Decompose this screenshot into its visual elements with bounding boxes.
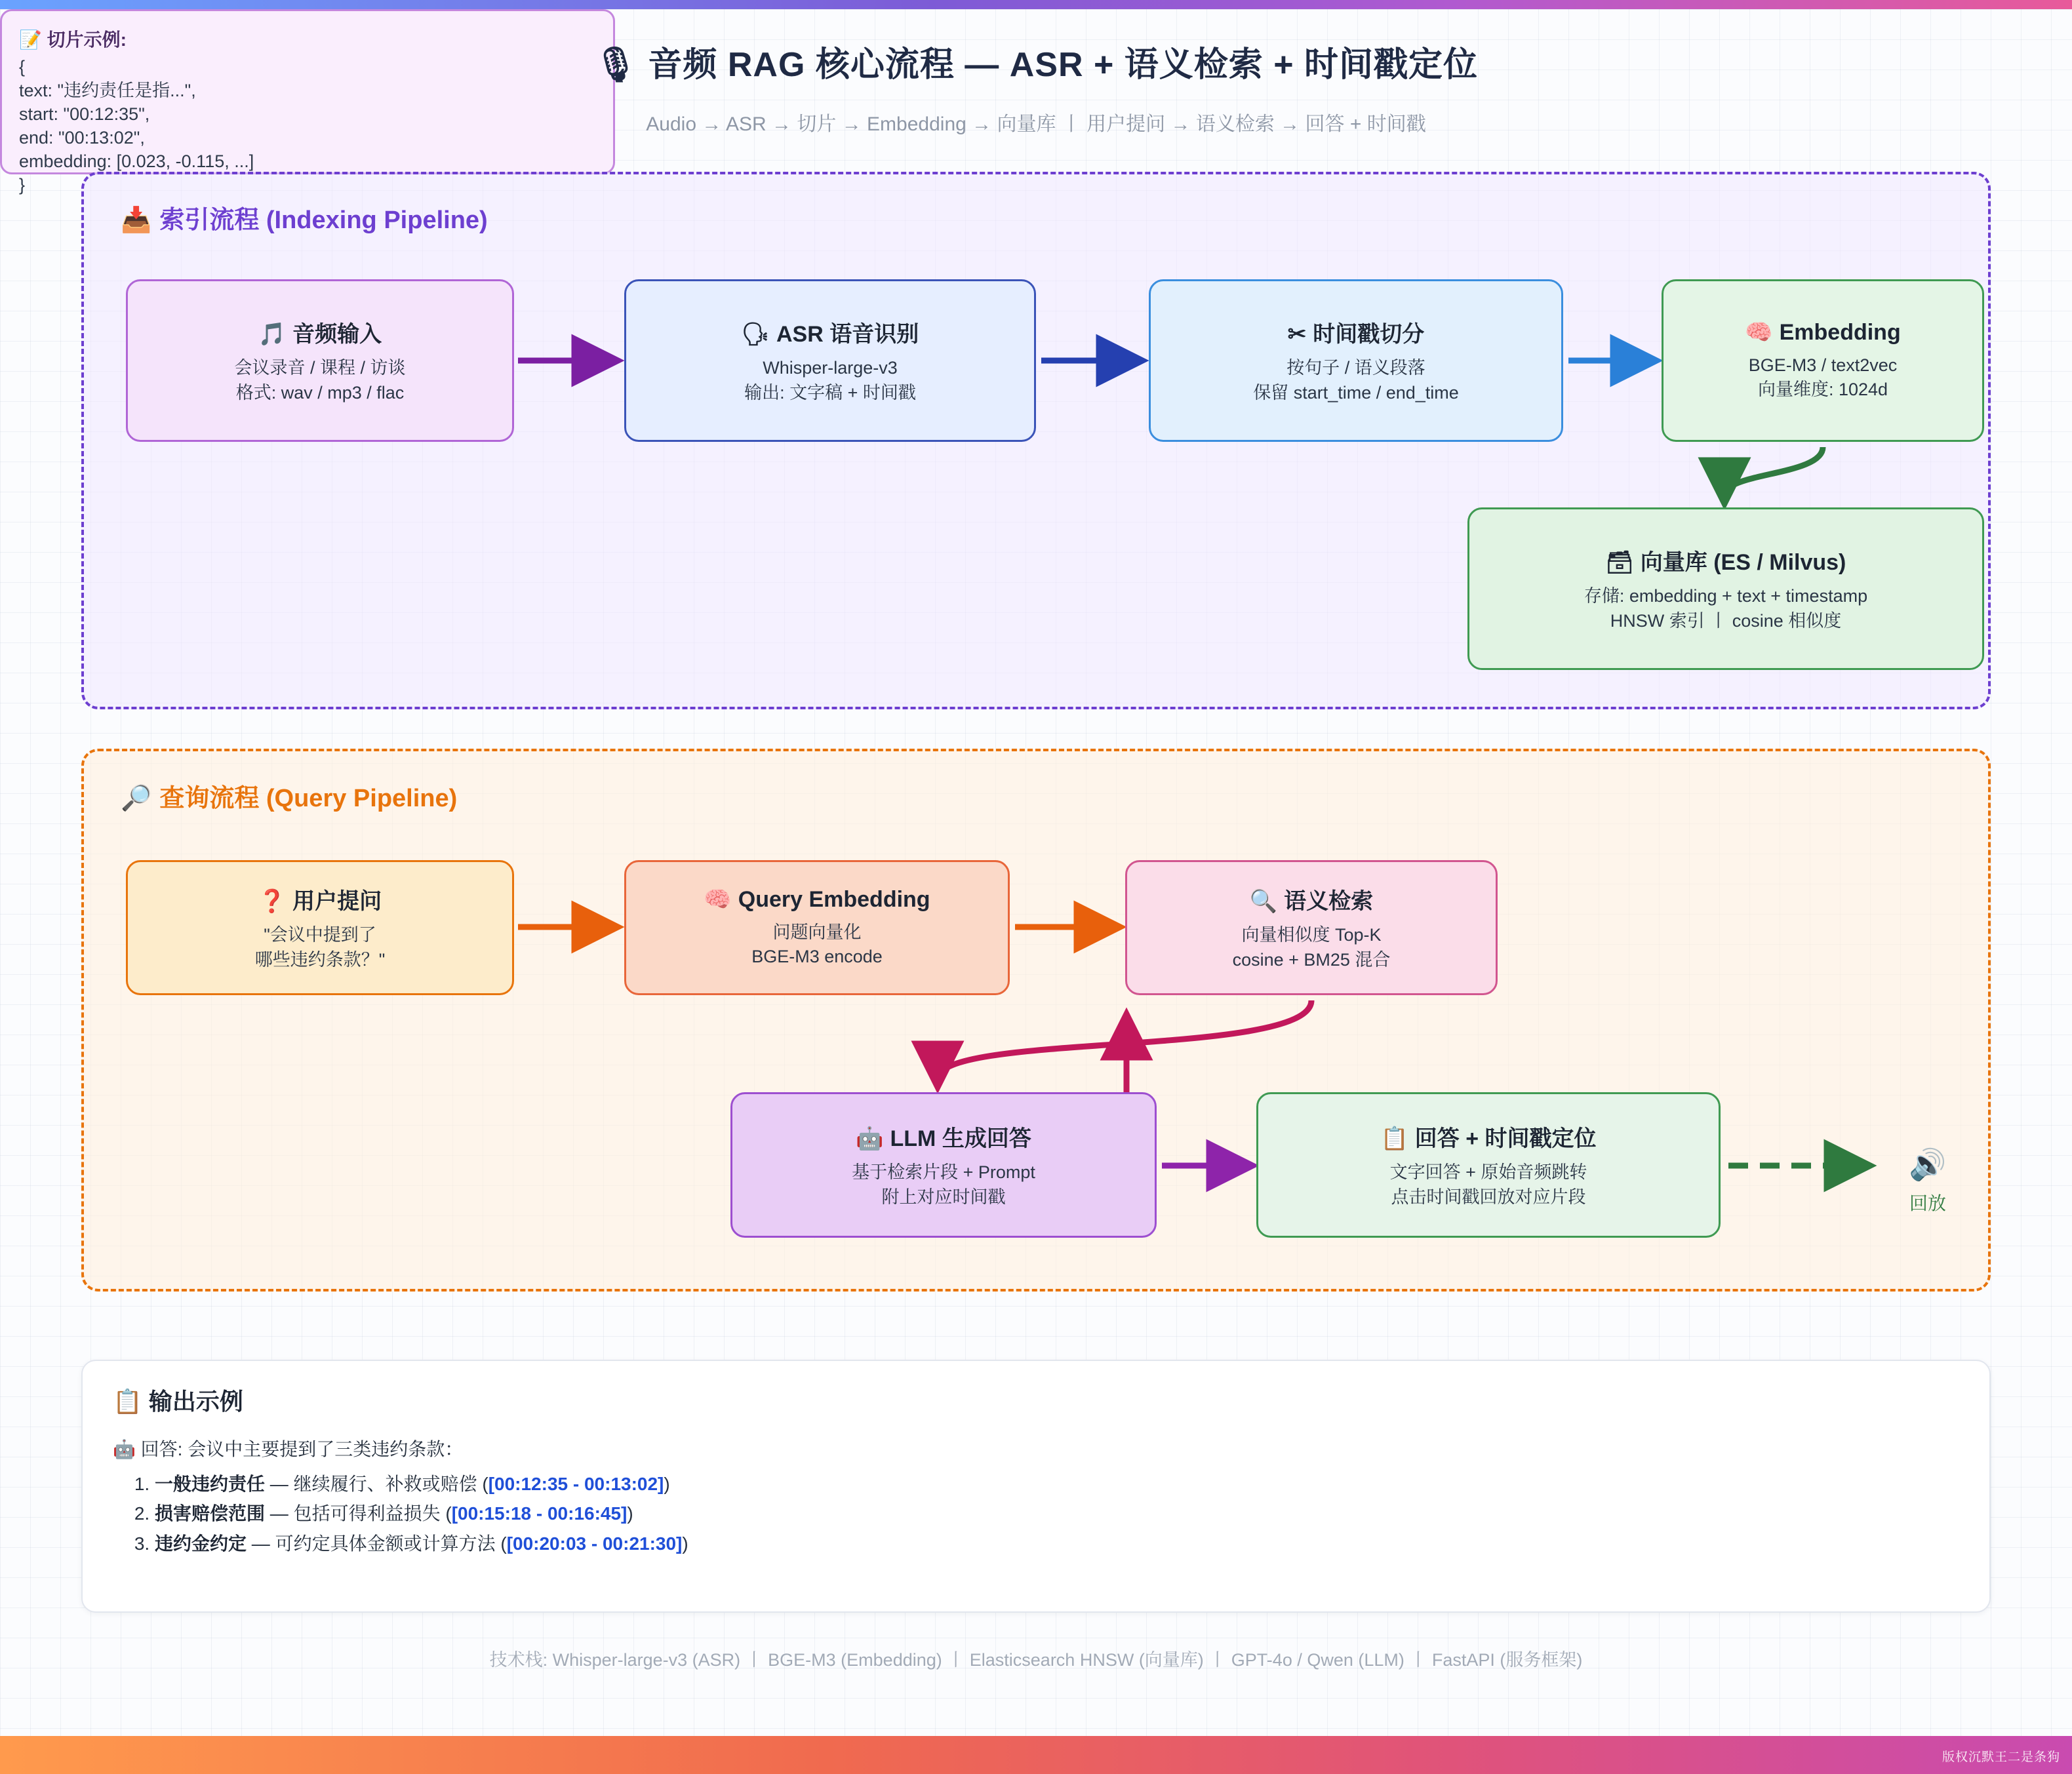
node-audio-input-title (258, 316, 382, 348)
output-item-name: 损害赔偿范围 (155, 1503, 266, 1524)
node-user-question-line1: "会议中提到了 (264, 925, 376, 945)
output-example-title (113, 1383, 1959, 1417)
node-semantic-search[interactable] (1125, 860, 1498, 995)
speaker-icon: 🔊 (1909, 1147, 1947, 1181)
node-answer-timestamp-line1: 文字回答 + 原始音频跳转 (1389, 1162, 1587, 1183)
timestamp-badge[interactable]: [00:12:35 - 00:13:02] (488, 1474, 664, 1494)
node-asr[interactable] (624, 279, 1036, 442)
timestamp-badge[interactable]: [00:15:18 - 00:16:45] (451, 1503, 628, 1524)
page-title-text: 音频 RAG 核心流程 — ASR + 语义检索 + 时间戳定位 (648, 46, 1479, 84)
node-asr-label: ASR 语音识别 (776, 322, 919, 347)
node-embedding-label: Embedding (1779, 319, 1901, 345)
node-query-embedding[interactable] (624, 860, 1010, 995)
node-query-embedding-label: Query Embedding (738, 886, 930, 912)
magnifier-icon: 🔍 (1249, 889, 1278, 915)
group-query-title (121, 778, 457, 814)
node-semantic-search-line2: cosine + BM25 混合 (1232, 949, 1391, 970)
bottom-gradient-bar (0, 1736, 2072, 1774)
output-example-title-text: 输出示例 (148, 1388, 243, 1415)
list-item (155, 1469, 1959, 1499)
chunk-sample-line-2: text: "违约责任是指...", (19, 80, 196, 100)
question-mark-icon: ❓ (258, 889, 287, 915)
node-audio-input-line2: 格式: wav / mp3 / flac (235, 382, 405, 403)
node-vector-db-title (1606, 544, 1846, 576)
scissors-icon: ✂ (1287, 322, 1307, 347)
node-asr-line1: Whisper-large-v3 (763, 358, 898, 378)
node-llm-generate-title (856, 1120, 1031, 1153)
chunk-sample-line-5: embedding: [0.023, -0.115, ...] (19, 151, 254, 171)
microphone-icon: 🎙 (593, 46, 638, 84)
node-user-question[interactable] (126, 860, 514, 995)
node-embedding[interactable] (1662, 279, 1984, 442)
node-user-question-line2: 哪些违约条款？" (254, 949, 386, 970)
diagram-stage (0, 9, 2072, 1736)
node-embedding-line2: 向量维度: 1024d (1757, 380, 1888, 399)
chunk-sample-line-4: end: "00:13:02", (19, 127, 145, 148)
node-timestamp-split-line2: 保留 start_time / end_time (1253, 382, 1459, 403)
speaking-head-icon: 🗣 (741, 322, 770, 347)
clipboard-icon: 📋 (1380, 1126, 1408, 1152)
node-asr-title (742, 316, 919, 348)
node-query-embedding-line2: BGE-M3 encode (751, 947, 883, 966)
node-llm-generate-label: LLM 生成回答 (890, 1126, 1031, 1152)
page-title (0, 37, 2072, 86)
node-timestamp-split-line1: 按句子 / 语义段落 (1286, 358, 1425, 378)
output-answer-text: 回答: 会议中主要提到了三类违约条款： (140, 1439, 464, 1459)
node-user-question-title (258, 883, 382, 915)
group-indexing-title (121, 199, 488, 235)
node-llm-generate-line2: 附上对应时间戳 (881, 1187, 1006, 1207)
node-timestamp-split-label: 时间戳切分 (1313, 322, 1425, 347)
node-answer-timestamp-title (1380, 1120, 1596, 1153)
file-box-icon: 🗃 (1605, 550, 1634, 576)
node-audio-input-label: 音频输入 (292, 322, 382, 347)
list-item (155, 1499, 1959, 1528)
chunk-sample-line-1: { (19, 57, 26, 77)
output-item-tail: ) (682, 1533, 688, 1554)
node-playback[interactable] (1875, 1132, 1980, 1230)
chunk-sample-line-6: } (19, 174, 26, 195)
node-embedding-line1: BGE-M3 / text2vec (1748, 355, 1898, 375)
brain-icon: 🧠 (704, 886, 732, 912)
diagram-canvas (0, 9, 2072, 1736)
node-chunk-sample (0, 9, 615, 195)
node-answer-timestamp[interactable] (1256, 1092, 1721, 1238)
node-vector-db[interactable] (1467, 507, 1984, 670)
group-query-label: 查询流程 (Query Pipeline) (159, 785, 458, 812)
output-item-tail: ) (627, 1503, 633, 1524)
output-item-desc: — 包括可得利益损失 ( (269, 1503, 452, 1524)
memo-icon: 📝 (19, 30, 42, 50)
node-answer-timestamp-label: 回答 + 时间戳定位 (1414, 1126, 1597, 1152)
node-vector-db-label: 向量库 (ES / Milvus) (1640, 550, 1846, 576)
page-subtitle: Audio → ASR → 切片 → Embedding → 向量库 丨 用户提问 → 语义检索 → 回答 + 时间戳 (646, 113, 1426, 135)
node-semantic-search-label: 语义检索 (1284, 889, 1374, 915)
node-timestamp-split-title (1288, 316, 1425, 348)
output-item-desc: — 可约定具体金额或计算方法 ( (251, 1533, 507, 1554)
node-audio-input[interactable] (126, 279, 514, 442)
output-answer-line (113, 1435, 1959, 1461)
node-vector-db-line1: 存储: embedding + text + timestamp (1584, 586, 1868, 606)
node-chunk-sample-title: 切片示例: (47, 30, 127, 50)
output-item-name: 一般违约责任 (155, 1474, 266, 1494)
inbox-icon: 📥 (121, 207, 152, 234)
brain-icon: 🧠 (1745, 319, 1773, 345)
top-gradient-bar (0, 0, 2072, 9)
output-item-name: 违约金约定 (155, 1533, 247, 1554)
node-answer-timestamp-line2: 点击时间戳回放对应片段 (1391, 1187, 1586, 1207)
output-item-tail: ) (664, 1474, 670, 1494)
group-indexing-label: 索引流程 (Indexing Pipeline) (159, 207, 488, 234)
list-item (155, 1529, 1959, 1558)
output-item-desc: — 继续履行、补救或赔偿 ( (269, 1474, 488, 1494)
node-timestamp-split[interactable] (1149, 279, 1563, 442)
output-item-list (113, 1469, 1959, 1558)
node-query-embedding-line1: 问题向量化 (772, 922, 862, 942)
node-vector-db-line2: HNSW 索引 丨 cosine 相似度 (1610, 610, 1842, 631)
magnifier-icon: 🔎 (121, 785, 152, 812)
tech-stack-footer: 技术栈: Whisper-large-v3 (ASR) 丨 BGE-M3 (Embedding) 丨 Elasticsearch HNSW (向量库) 丨 GPT-4o / Qwen (LLM) 丨 FastAPI (服务框架) (489, 1650, 1583, 1670)
timestamp-badge[interactable]: [00:20:03 - 00:21:30] (506, 1533, 683, 1554)
node-llm-generate[interactable] (730, 1092, 1157, 1238)
chunk-sample-line-3: start: "00:12:35", (19, 104, 150, 124)
node-llm-generate-line1: 基于检索片段 + Prompt (852, 1162, 1035, 1183)
node-user-question-label: 用户提问 (292, 889, 382, 915)
robot-icon: 🤖 (856, 1126, 884, 1152)
node-semantic-search-title (1250, 883, 1373, 915)
node-asr-line2: 输出: 文字稿 + 时间戳 (744, 382, 916, 403)
clipboard-icon: 📋 (113, 1388, 142, 1415)
node-audio-input-line1: 会议录音 / 课程 / 访谈 (234, 358, 406, 378)
watermark-text: 版权沉默王二是条狗 (1942, 1750, 2060, 1764)
node-query-embedding-title (704, 886, 930, 913)
robot-icon: 🤖 (113, 1439, 136, 1459)
node-playback-label: 回放 (1909, 1193, 1946, 1213)
node-embedding-title (1745, 319, 1900, 345)
node-semantic-search-line1: 向量相似度 Top-K (1241, 925, 1382, 945)
music-note-icon: 🎵 (258, 322, 287, 347)
output-example-panel (81, 1360, 1991, 1613)
